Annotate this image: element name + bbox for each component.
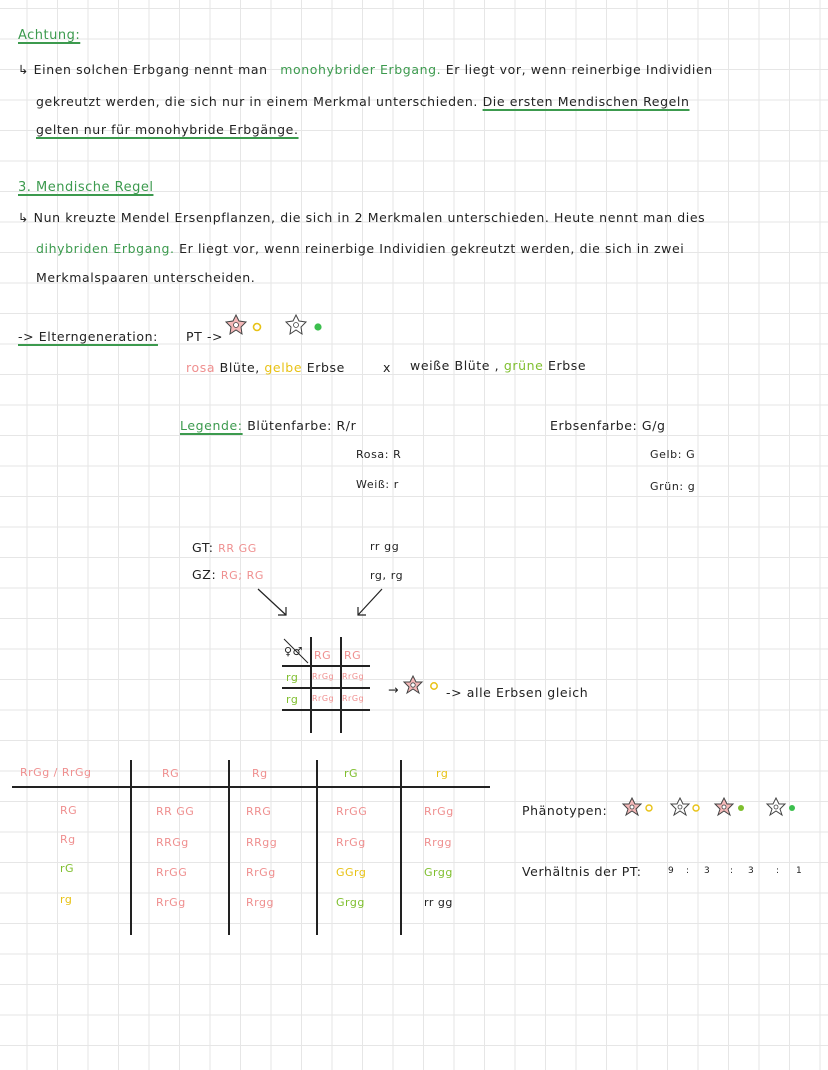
legend-weiss: Weiß: r <box>356 478 399 491</box>
ratio-value: 1 <box>796 866 802 876</box>
regel3-l2-post: Er liegt vor, wenn reinerbige Individien gekreutzt werden, die sich in zwei <box>179 241 685 256</box>
right-gz-value: rg, rg <box>370 569 404 582</box>
gz-label: GZ: <box>192 567 217 582</box>
f2-cell: Grgg <box>424 866 453 879</box>
gruene-word: grüne <box>503 358 544 373</box>
weisse-bluete-word: weiße Blüte , <box>410 358 500 373</box>
legend-gelb: Gelb: G <box>650 448 696 461</box>
f2-cell: RR GG <box>156 805 195 818</box>
legend-gruen: Grün: g <box>650 480 696 493</box>
yellow-pea-icon <box>693 805 699 811</box>
f1-col-1: RG <box>314 649 332 662</box>
right-gt <box>370 540 399 553</box>
f2-corner <box>20 766 92 779</box>
ratio-label: Verhältnis der PT: <box>522 864 642 879</box>
f2-cell: RRgg <box>246 836 278 849</box>
right-gz <box>370 569 403 582</box>
monohybrid-term: monohybrider Erbgang. <box>280 62 442 77</box>
regel3-heading: 3. Mendische Regel <box>18 180 154 195</box>
regel3-line-2 <box>36 241 684 256</box>
f2-col-4: rg <box>436 767 449 780</box>
pink-flower-icon <box>226 315 246 334</box>
gamete-arrows <box>250 585 390 625</box>
legend-rosa: Rosa: R <box>356 448 402 461</box>
bluete-word-1: Blüte, <box>219 360 260 375</box>
f2-col-1: RG <box>162 767 180 780</box>
erbse-word-1: Erbse <box>306 360 345 375</box>
f2-cell: rr gg <box>424 896 453 909</box>
white-flower-icon <box>767 798 785 815</box>
f2-cell: Rrgg <box>424 836 452 849</box>
f1-result: -> alle Erbsen gleich <box>446 685 589 700</box>
pink-flower-icon <box>623 798 641 815</box>
white-flower-icon <box>671 798 689 815</box>
green-pea-icon <box>789 805 795 811</box>
ratio-value: 3 <box>748 866 754 876</box>
f2-cell: Rrgg <box>246 896 274 909</box>
pink-flower-icon <box>715 798 733 815</box>
f1-row-1: rg <box>286 671 299 684</box>
regel3-line-3: Merkmalspaaren unterscheiden. <box>36 270 256 285</box>
f1-cell: RrGg <box>342 672 365 681</box>
f2-cell: RrGG <box>156 866 188 879</box>
f1-corner: ♀♂ <box>284 645 303 658</box>
dihybrid-term: dihybriden Erbgang. <box>36 241 175 256</box>
mendel-rules-note: Die ersten Mendischen Regeln <box>482 94 690 109</box>
gt-label: GT: <box>192 540 214 555</box>
gz-value: RG; RG <box>220 569 264 582</box>
f2-cell: RrGg <box>156 896 186 909</box>
ratio-sep: : <box>776 866 780 876</box>
achtung-line-3: gelten nur für monohybride Erbgänge. <box>36 122 299 137</box>
f2-row-head: rG <box>60 862 75 875</box>
legende-line <box>180 418 356 433</box>
right-arrow-line <box>358 589 382 615</box>
parents-description-2 <box>410 358 586 373</box>
erbse-word-2: Erbse <box>548 358 587 373</box>
eltern-label <box>18 329 158 344</box>
f1-phenotype-icon <box>402 674 442 698</box>
f1-punnett <box>282 637 370 733</box>
parents-description <box>186 360 345 375</box>
f2-cell: RRG <box>246 805 272 818</box>
bluetenfarbe-label: Blütenfarbe: R/r <box>247 418 357 433</box>
yellow-pea-icon <box>254 324 261 331</box>
f1-cell: RrGg <box>312 672 335 681</box>
ratio-sep: : <box>686 866 690 876</box>
gt-line <box>192 540 257 555</box>
f2-cell: RrGG <box>336 805 368 818</box>
f2-cell: RrGg <box>336 836 366 849</box>
green-pea-icon <box>314 323 321 330</box>
ratio-value: 3 <box>704 866 710 876</box>
f2-row-head: rg <box>60 893 73 906</box>
f2-col-2: Rg <box>252 767 268 780</box>
parent-flowers-icon <box>224 313 334 341</box>
gz-line <box>192 567 264 582</box>
ratio-sep: : <box>730 866 734 876</box>
phaenotypen-label: Phänotypen: <box>522 803 608 818</box>
pt-label: PT -> <box>186 329 224 344</box>
rosa-word: rosa <box>186 360 216 375</box>
f2-row-head: Rg <box>60 833 76 846</box>
yellow-pea-icon <box>431 683 437 689</box>
achtung-heading: Achtung: <box>18 28 81 43</box>
phenotype-icons <box>620 794 810 822</box>
right-gt-value: rr gg <box>370 540 400 553</box>
green-pea-icon <box>738 805 744 811</box>
f1-col-2: RG <box>344 649 362 662</box>
f2-corner-text: RrGg / RrGg <box>20 766 92 779</box>
gelbe-word: gelbe <box>264 360 303 375</box>
f1-arrow: → <box>388 682 400 697</box>
f2-cell: RrGg <box>424 805 454 818</box>
yellow-pea-icon <box>646 805 652 811</box>
achtung-l1-pre: ↳ Einen solchen Erbgang nennt man <box>18 62 268 77</box>
f1-row-2: rg <box>286 693 299 706</box>
f2-cell: Grgg <box>336 896 365 909</box>
achtung-l2-pre: gekreutzt werden, die sich nur in einem Merkmal unterschieden. <box>36 94 478 109</box>
f2-cell: RrGg <box>246 866 276 879</box>
eltern-label-text: -> Elterngeneration: <box>18 329 158 344</box>
f2-cell: RRGg <box>156 836 189 849</box>
legende-label: Legende: <box>180 418 243 433</box>
f2-col-3: rG <box>344 767 359 780</box>
left-arrow-line <box>258 589 286 615</box>
white-flower-icon <box>286 315 306 334</box>
cross-symbol: x <box>383 360 391 375</box>
f2-cell: GGrg <box>336 866 367 879</box>
f2-row-head: RG <box>60 804 78 817</box>
ratio-value: 9 <box>668 866 674 876</box>
achtung-line-2 <box>36 94 690 109</box>
achtung-line-1 <box>18 62 713 77</box>
achtung-l1-post: Er liegt vor, wenn reinerbige Individien <box>445 62 713 77</box>
pink-flower-icon <box>404 676 422 693</box>
erbsenfarbe-label: Erbsenfarbe: G/g <box>550 418 666 433</box>
regel3-line-1: ↳ Nun kreuzte Mendel Ersenpflanzen, die sich in 2 Merkmalen unterschieden. Heute nennt man dies <box>18 210 706 225</box>
gt-value: RR GG <box>218 542 257 555</box>
f1-cell: RrGg <box>342 694 365 703</box>
f1-cell: RrGg <box>312 694 335 703</box>
